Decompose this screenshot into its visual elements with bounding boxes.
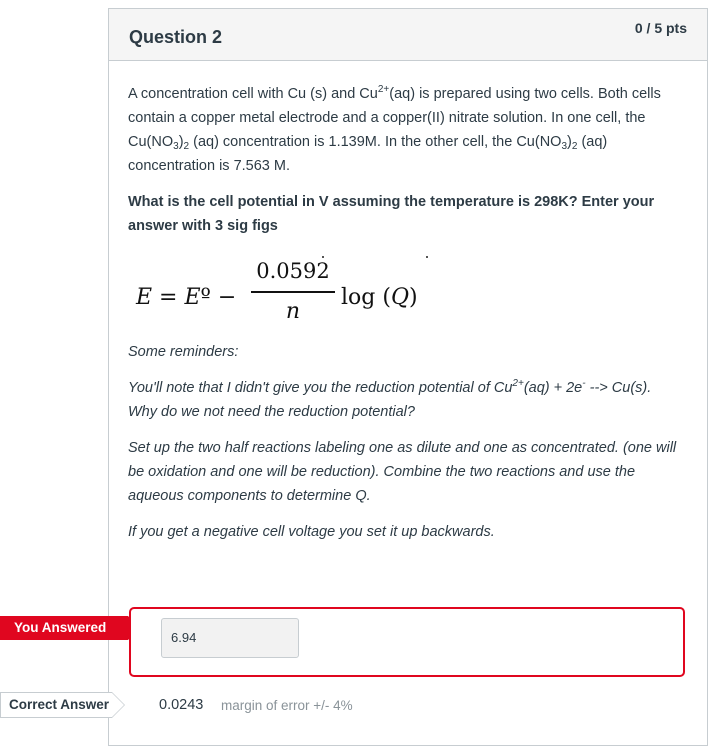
reminder-item: You'll note that I didn't give you the reduction potential of $Cu^{2+}(aq) + 2e^-$ --> Cu(s). Why do we not need the reduction potential? [128,378,652,420]
correct-answer-value: 0.0243 [159,697,204,713]
question-title: Question 2 [129,27,223,47]
equation-denominator: n [285,299,301,324]
reminder-item: Set up the two half reactions labeling one as dilute and one as concentrated. (one will be oxidation and one will be reduction). Combine the two reactions and use the aqueous components to determine Q. [128,440,677,504]
fraction-bar [251,291,335,293]
equation-fraction [251,259,335,324]
question-text [128,82,684,250]
answer-input[interactable]: 6.94 [161,618,299,658]
correct-answer-tag: Correct Answer [0,692,112,718]
artifact-dot [426,256,428,258]
equation-numerator: 0.0592 [256,259,330,283]
reminders-heading: Some reminders: [128,344,239,360]
margin-of-error: margin of error +/- 4% [221,698,353,713]
answer-box [129,607,685,677]
equation-rhs: log (Q) [341,285,418,310]
reminders [128,340,684,556]
question-prompt: What is the cell potential in V assuming the temperature is 298K? Enter your answer with 3 sig figs [128,194,655,234]
question-paragraph: A concentration cell with Cu (s) and $Cu^{2+}(aq)$ is prepared using two cells. Both cells contain a copper metal electrode and a copper(II) nitrate solution. In one cell, the $Cu(NO_3)_2$ (aq) concentration is 1.139M. In the other cell, the $Cu(NO_3)_2$ (aq) concentration is 7.563 M. [128,84,661,174]
nernst-equation [136,255,436,337]
equation-lhs: E = Eº − [136,285,237,310]
you-answered-tag: You Answered [0,616,128,640]
question-header [109,9,707,61]
artifact-dot [322,256,324,258]
question-points: 0 / 5 pts [634,20,687,36]
reminder-item: If you get a negative cell voltage you set it up backwards. [128,524,495,540]
